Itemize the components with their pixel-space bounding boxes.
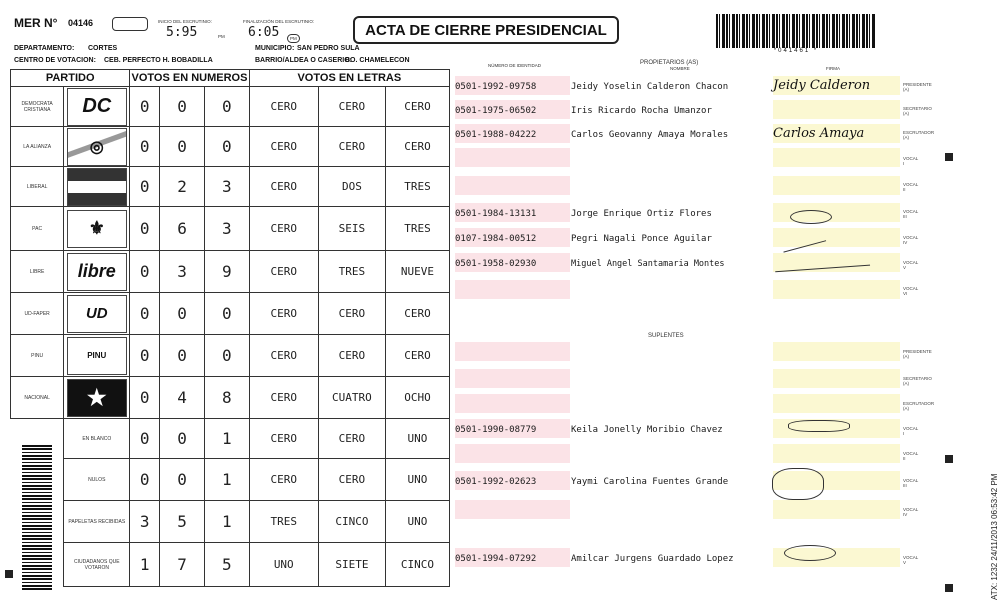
word-cell: CERO <box>249 293 318 335</box>
signature-box <box>773 148 900 167</box>
role-label: VOCAL I <box>903 156 919 166</box>
digit-cell: 1 <box>204 419 249 459</box>
role-label: VOCAL II <box>903 451 919 461</box>
digit-cell: 0 <box>130 419 160 459</box>
id-box <box>455 100 570 119</box>
party-name: DEMOCRATA CRISTIANA <box>11 87 64 127</box>
mer-label: MER N° <box>14 16 58 30</box>
signature-box <box>773 124 900 143</box>
mer-seal-icon <box>112 17 148 31</box>
name-box <box>571 419 771 438</box>
digit-cell: 0 <box>130 335 160 377</box>
name-box <box>571 369 771 388</box>
signature-box <box>773 76 900 95</box>
party-logo <box>64 377 130 419</box>
centro-value: CEB. PERFECTO H. BOBADILLA <box>104 57 213 64</box>
total-row <box>11 543 450 587</box>
digit-cell: 1 <box>130 543 160 587</box>
document-title: ACTA DE CIERRE PRESIDENCIAL <box>353 16 619 44</box>
word-cell: CERO <box>318 87 385 127</box>
signature-scribble-icon <box>788 420 850 432</box>
word-cell: CERO <box>249 419 318 459</box>
digit-cell: 8 <box>204 377 249 419</box>
digit-cell: 0 <box>130 293 160 335</box>
alianza-logo-icon: ◎ <box>67 128 127 166</box>
id-number: 0501-1990-08779 <box>455 425 537 435</box>
member-name: Iris Ricardo Rocha Umanzor <box>571 106 712 116</box>
word-cell: CINCO <box>385 543 449 587</box>
suplente-row <box>455 342 932 361</box>
member-name: Yaymi Carolina Fuentes Grande <box>571 477 729 487</box>
role-label: VOCAL III <box>903 478 919 488</box>
word-cell: CERO <box>249 207 318 251</box>
digit-cell: 0 <box>130 207 160 251</box>
dc-logo-icon: DC <box>67 88 127 126</box>
propietario-row <box>455 228 919 247</box>
registration-marker-icon <box>945 455 953 463</box>
digit-cell: 1 <box>204 459 249 501</box>
digit-cell: 0 <box>130 459 160 501</box>
departamento-value: CORTES <box>88 45 118 52</box>
party-row <box>11 127 450 167</box>
party-name: NACIONAL <box>11 377 64 419</box>
role-label: ESCRUTADOR (A) <box>903 130 935 140</box>
col-header-letras: VOTOS EN LETRAS <box>249 70 449 87</box>
suplente-row <box>455 444 919 463</box>
word-cell: CERO <box>249 377 318 419</box>
end-time-label: FINALIZACIÓN DEL ESCRUTINIO: <box>243 19 315 24</box>
word-cell: CERO <box>385 293 449 335</box>
party-row <box>11 377 450 419</box>
col-header-numeros: VOTOS EN NUMEROS <box>130 70 249 87</box>
word-cell: CERO <box>318 127 385 167</box>
signature-box <box>773 176 900 195</box>
word-cell: UNO <box>249 543 318 587</box>
digit-cell: 0 <box>160 87 205 127</box>
id-number: 0107-1984-00512 <box>455 234 537 244</box>
suplente-row <box>455 369 932 388</box>
digit-cell: 3 <box>204 167 249 207</box>
word-cell: CERO <box>318 293 385 335</box>
total-name: CIUDADANOS QUE VOTARON <box>64 543 130 587</box>
party-name: LIBRE <box>11 251 64 293</box>
name-box <box>571 253 771 272</box>
name-box <box>571 100 771 119</box>
signature-scribble-icon <box>784 545 836 561</box>
end-time: 6:05 <box>248 25 280 40</box>
party-name: LA ALIANZA <box>11 127 64 167</box>
id-number: 0501-1992-09758 <box>455 82 537 92</box>
signature-box <box>773 444 900 463</box>
libre-logo-icon: libre <box>67 253 127 291</box>
digit-cell: 1 <box>204 501 249 543</box>
word-cell: CERO <box>385 87 449 127</box>
id-box <box>455 471 570 490</box>
word-cell: DOS <box>318 167 385 207</box>
table-header-row <box>11 70 450 87</box>
role-label: VOCAL V <box>903 260 919 270</box>
party-row <box>11 251 450 293</box>
propietario-row <box>455 203 919 222</box>
id-box <box>455 124 570 143</box>
digit-cell: 0 <box>204 127 249 167</box>
party-logo <box>64 167 130 207</box>
party-logo <box>64 335 130 377</box>
party-logo <box>64 293 130 335</box>
id-box <box>455 148 570 167</box>
party-row <box>11 335 450 377</box>
total-name: NULOS <box>64 459 130 501</box>
role-label: VOCAL VI <box>903 286 919 296</box>
word-cell: CERO <box>249 335 318 377</box>
digit-cell: 0 <box>160 335 205 377</box>
word-cell: CERO <box>249 167 318 207</box>
role-label: PRESIDENTE (A) <box>903 349 932 359</box>
party-name: PINU <box>11 335 64 377</box>
total-name: PAPELETAS RECIBIDAS <box>64 501 130 543</box>
word-cell: CERO <box>318 459 385 501</box>
party-row <box>11 293 450 335</box>
party-logo <box>64 87 130 127</box>
member-name: Keila Jonelly Moribio Chavez <box>571 425 723 435</box>
id-box <box>455 342 570 361</box>
digit-cell: 0 <box>204 335 249 377</box>
party-logo <box>64 251 130 293</box>
word-cell: CERO <box>385 127 449 167</box>
party-name: UD-FAPER <box>11 293 64 335</box>
liberal-flag-icon <box>67 168 127 206</box>
member-name: Carlos Geovanny Amaya Morales <box>571 130 729 140</box>
signature-scribble-icon <box>790 210 832 224</box>
word-cell: NUEVE <box>385 251 449 293</box>
word-cell: SIETE <box>318 543 385 587</box>
role-label: SECRETARIO (A) <box>903 376 932 386</box>
digit-cell: 0 <box>130 87 160 127</box>
member-name: Jeidy Yoselin Calderon Chacon <box>571 82 729 92</box>
digit-cell: 4 <box>160 377 205 419</box>
signature-box <box>773 280 900 299</box>
digit-cell: 9 <box>204 251 249 293</box>
total-row <box>11 419 450 459</box>
timestamp-stamp: ATX: 1232 24/11/2013 06:53:42 PM <box>990 473 999 600</box>
word-cell: UNO <box>385 459 449 501</box>
member-name: Pegri Nagali Ponce Aguilar <box>571 234 712 244</box>
digit-cell: 0 <box>160 459 205 501</box>
digit-cell: 0 <box>160 419 205 459</box>
propietario-row <box>455 148 919 167</box>
suplente-row <box>455 394 935 413</box>
top-barcode-number: *041461 * <box>773 48 819 54</box>
municipio-value: SAN PEDRO SULA <box>297 45 360 52</box>
digit-cell: 0 <box>130 127 160 167</box>
digit-cell: 3 <box>204 207 249 251</box>
party-name: PAC <box>11 207 64 251</box>
member-name: Amilcar Jurgens Guardado Lopez <box>571 554 734 564</box>
name-box <box>571 76 771 95</box>
name-box <box>571 394 771 413</box>
id-number: 0501-1984-13131 <box>455 209 537 219</box>
id-box <box>455 280 570 299</box>
digit-cell: 0 <box>204 293 249 335</box>
total-row <box>11 459 450 501</box>
id-box <box>455 548 570 567</box>
digit-cell: 0 <box>130 251 160 293</box>
votes-table <box>10 69 450 587</box>
word-cell: CERO <box>385 335 449 377</box>
signature-box <box>773 342 900 361</box>
name-box <box>571 148 771 167</box>
member-name: Miguel Angel Santamaria Montes <box>571 259 725 269</box>
id-number: 0501-1994-07292 <box>455 554 537 564</box>
digit-cell: 0 <box>160 127 205 167</box>
signature-box <box>773 100 900 119</box>
id-box <box>455 369 570 388</box>
suplente-row <box>455 471 919 490</box>
propietarios-header: PROPIETARIOS (AS) <box>640 60 699 66</box>
word-cell: TRES <box>385 167 449 207</box>
digit-cell: 0 <box>130 167 160 207</box>
role-label: VOCAL III <box>903 209 919 219</box>
start-time-ampm: PM <box>218 34 225 39</box>
mer-number: 04146 <box>68 18 94 28</box>
digit-cell: 3 <box>130 501 160 543</box>
name-box <box>571 203 771 222</box>
id-number: 0501-1992-02623 <box>455 477 537 487</box>
word-cell: TRES <box>318 251 385 293</box>
id-box <box>455 176 570 195</box>
end-time-ampm: PM <box>287 34 300 43</box>
suplentes-header: SUPLENTES <box>648 333 684 339</box>
id-box <box>455 419 570 438</box>
id-box <box>455 444 570 463</box>
member-name: Jorge Enrique Ortiz Flores <box>571 209 712 219</box>
signature-box <box>773 500 900 519</box>
start-time: 5:95 <box>166 25 198 40</box>
digit-cell: 2 <box>160 167 205 207</box>
ud-logo-icon: UD <box>67 295 127 333</box>
signature: Carlos Amaya <box>773 126 865 141</box>
barrio-value: BO. CHAMELECON <box>345 57 410 64</box>
registration-marker-icon <box>5 570 13 578</box>
id-box <box>455 76 570 95</box>
top-barcode-icon <box>716 14 876 48</box>
id-box <box>455 253 570 272</box>
word-cell: CUATRO <box>318 377 385 419</box>
role-label: SECRETARIO (A) <box>903 106 932 116</box>
role-label: PRESIDENTE (A) <box>903 82 932 92</box>
id-box <box>455 394 570 413</box>
col-header-partido: PARTIDO <box>11 70 130 87</box>
name-box <box>571 342 771 361</box>
barrio-label: BARRIO/ALDEA O CASERIO: <box>255 57 352 64</box>
word-cell: CERO <box>249 127 318 167</box>
id-box <box>455 500 570 519</box>
digit-cell: 3 <box>160 251 205 293</box>
digit-cell: 5 <box>160 501 205 543</box>
propietario-row <box>455 100 932 119</box>
pinu-logo-icon: PINU <box>67 337 127 375</box>
name-box <box>571 124 771 143</box>
digit-cell: 0 <box>204 87 249 127</box>
id-box <box>455 203 570 222</box>
total-row <box>11 501 450 543</box>
name-box <box>571 548 771 567</box>
propietario-row <box>455 76 932 95</box>
signature-scribble-icon <box>772 468 824 500</box>
party-row <box>11 87 450 127</box>
digit-cell: 0 <box>160 293 205 335</box>
start-time-label: INICIO DEL ESCRUTINIO: <box>158 19 212 24</box>
centro-label: CENTRO DE VOTACION: <box>14 57 96 64</box>
name-box <box>571 228 771 247</box>
name-column-header: NOMBRE <box>670 66 690 71</box>
id-number: 0501-1958-02930 <box>455 259 537 269</box>
name-box <box>571 176 771 195</box>
id-column-header: NÚMERO DE IDENTIDAD <box>488 63 542 68</box>
signature-box <box>773 369 900 388</box>
id-box <box>455 228 570 247</box>
id-number: 0501-1988-04222 <box>455 130 537 140</box>
propietario-row <box>455 124 935 143</box>
word-cell: CINCO <box>318 501 385 543</box>
name-box <box>571 444 771 463</box>
party-logo <box>64 207 130 251</box>
digit-cell: 7 <box>160 543 205 587</box>
suplente-row <box>455 500 919 519</box>
municipio-label: MUNICIPIO: <box>255 45 295 52</box>
party-name: LIBERAL <box>11 167 64 207</box>
signature-box <box>773 394 900 413</box>
word-cell: TRES <box>249 501 318 543</box>
role-label: VOCAL V <box>903 555 919 565</box>
word-cell: UNO <box>385 501 449 543</box>
departamento-label: DEPARTAMENTO: <box>14 45 75 52</box>
total-name: EN BLANCO <box>64 419 130 459</box>
role-label: VOCAL I <box>903 426 919 436</box>
role-label: VOCAL IV <box>903 507 919 517</box>
propietario-row <box>455 280 919 299</box>
id-number: 0501-1975-06502 <box>455 106 537 116</box>
party-row <box>11 167 450 207</box>
name-box <box>571 471 771 490</box>
word-cell: CERO <box>249 87 318 127</box>
word-cell: OCHO <box>385 377 449 419</box>
name-box <box>571 280 771 299</box>
role-label: VOCAL II <box>903 182 919 192</box>
signature-column-header: FIRMA <box>826 66 840 71</box>
name-box <box>571 500 771 519</box>
digit-cell: 5 <box>204 543 249 587</box>
party-logo <box>64 127 130 167</box>
word-cell: TRES <box>385 207 449 251</box>
nacional-star-icon: ★ <box>67 379 127 417</box>
propietario-row <box>455 176 919 195</box>
role-label: VOCAL IV <box>903 235 919 245</box>
word-cell: SEIS <box>318 207 385 251</box>
signature: Jeidy Calderon <box>773 78 871 93</box>
word-cell: CERO <box>318 335 385 377</box>
word-cell: CERO <box>249 251 318 293</box>
pac-shield-icon: ⚜ <box>67 210 127 248</box>
left-barcode-icon <box>22 445 52 590</box>
role-label: ESCRUTADOR (A) <box>903 401 935 411</box>
registration-marker-icon <box>945 584 953 592</box>
word-cell: CERO <box>249 459 318 501</box>
digit-cell: 0 <box>130 377 160 419</box>
word-cell: UNO <box>385 419 449 459</box>
registration-marker-icon <box>945 153 953 161</box>
party-row <box>11 207 450 251</box>
digit-cell: 6 <box>160 207 205 251</box>
word-cell: CERO <box>318 419 385 459</box>
